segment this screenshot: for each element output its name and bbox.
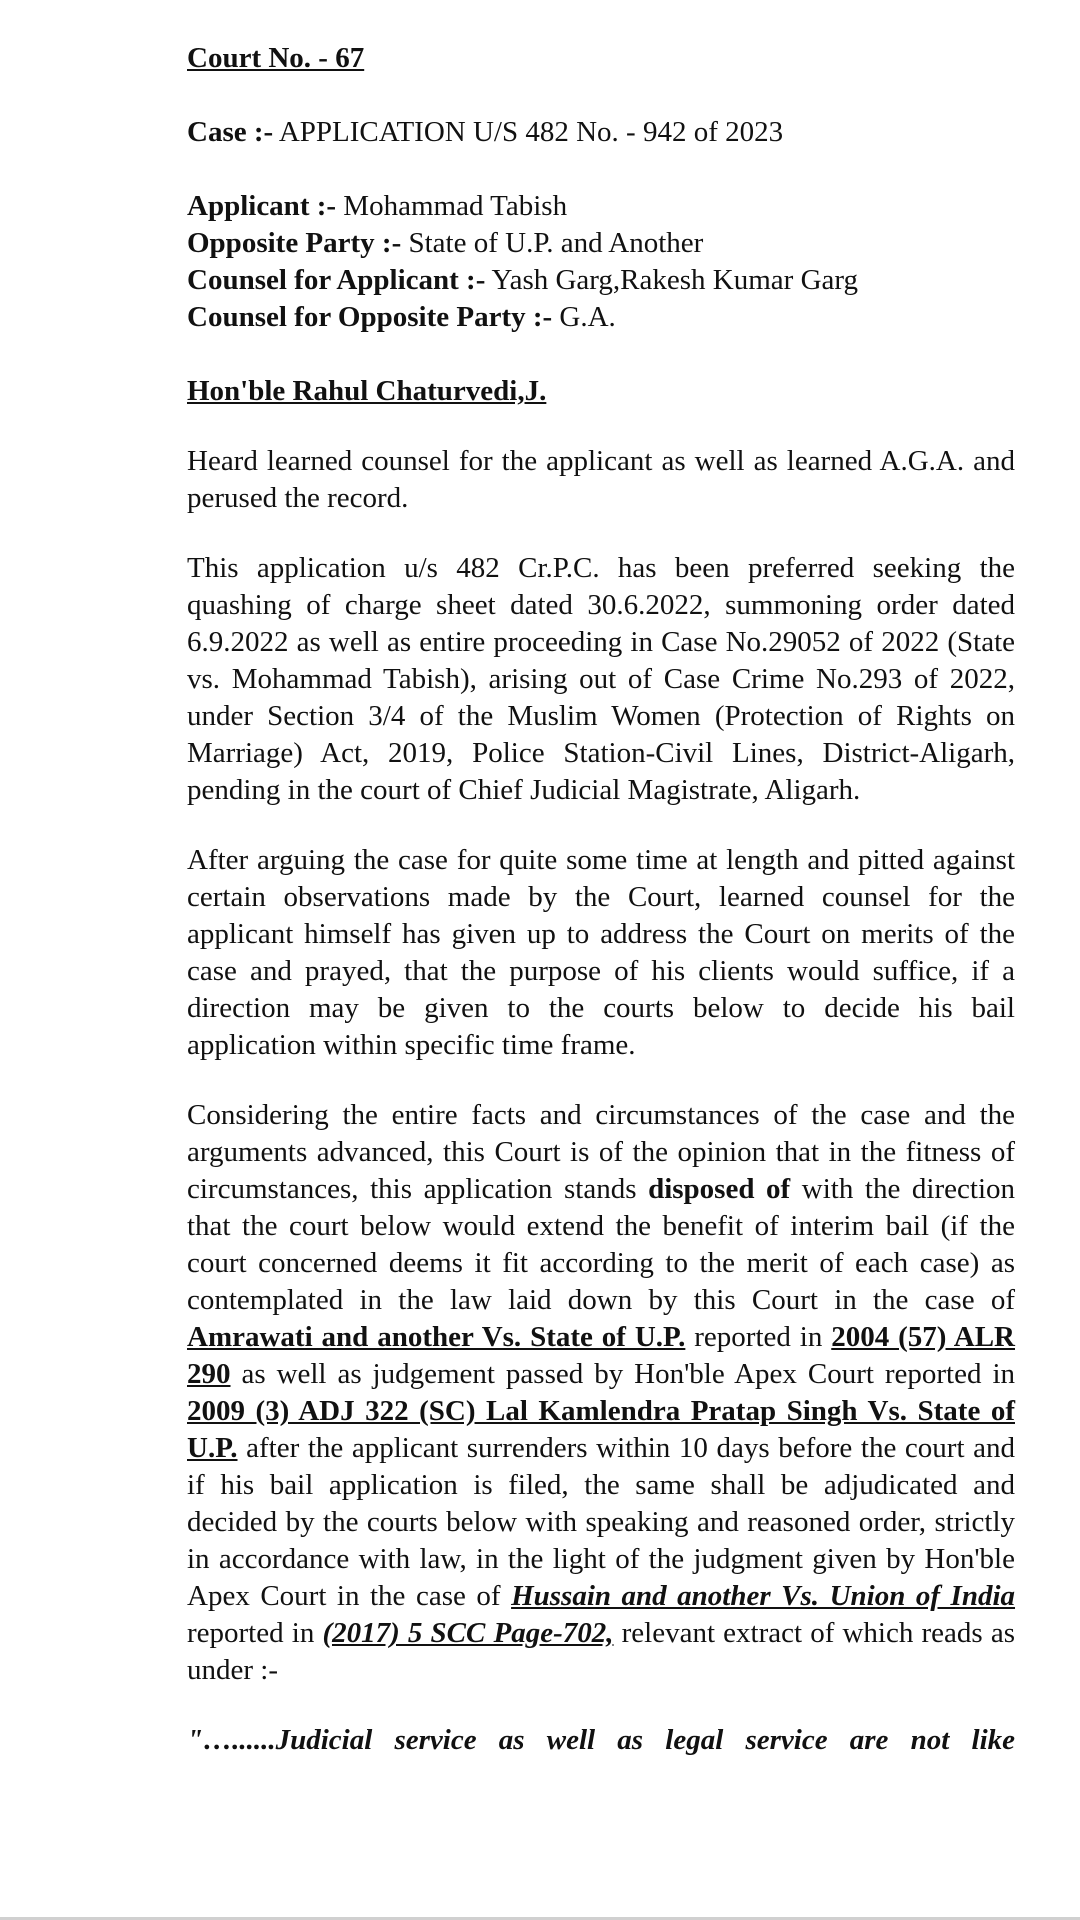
paragraph-application: This application u/s 482 Cr.P.C. has been preferred seeking the quashing of charge sheet dated 30.6.2022, summoning order dated 6.9.2022 as well as entire proceeding in Case No.29052 of 2022 (State vs. Mohammad Tabish), arising out of Case Crime No.293 of 2022, under Section 3/4 of the Muslim Women (Protection of Rights on Marriage) Act, 2019, Police Station-Civil Lines, District-Aligarh, pending in the court of Chief Judicial Magistrate, Aligarh.	[187, 552, 1015, 806]
counsel-applicant-line	[187, 262, 1015, 299]
counsel-applicant-value: Yash Garg,Rakesh Kumar Garg	[485, 264, 859, 296]
paragraph-disposal	[187, 1097, 1015, 1689]
spacer	[187, 77, 1015, 114]
counsel-opposite-line	[187, 299, 1015, 336]
citation-amrawati: Amrawati and another Vs. State of U.P.	[187, 1321, 686, 1353]
citation-alr: 2004 (57) ALR 290	[187, 1321, 1015, 1390]
case-line	[187, 114, 1015, 151]
opposite-party-value: State of U.P. and Another	[401, 227, 704, 259]
counsel-applicant-label: Counsel for Applicant :-	[187, 264, 486, 296]
case-value: APPLICATION U/S 482 No. - 942 of 2023	[273, 116, 784, 148]
disposal-text-2: with the direction that the court below would extend the benefit of interim bail (if the court concerned deems it fit according to the merit of each case) as contemplated in the law laid down by this Court in the case of	[187, 1173, 1015, 1316]
spacer	[187, 336, 1015, 373]
judgment-page	[187, 40, 1015, 1759]
counsel-opposite-label: Counsel for Opposite Party :-	[187, 301, 553, 333]
disposal-text-5: after the applicant surrenders within 10 days before the court and if his bail application is filed, the same shall be adjudicated and decided by the courts below with speaking and reasoned order, strictly in accordance with law, in the light of the judgment given by Hon'ble Apex Court in the case of	[187, 1432, 1015, 1612]
citation-hussain: Hussain and another Vs. Union of India	[511, 1580, 1016, 1612]
disposal-text-3: reported in	[685, 1321, 832, 1353]
paragraph-heard: Heard learned counsel for the applicant as well as learned A.G.A. and perused the record.	[187, 445, 1015, 514]
disposal-text-1: Considering the entire facts and circumstances of the case and the arguments advanced, this Court is of the opinion that in the fitness of circumstances, this application stands	[187, 1099, 1015, 1205]
disposal-text-6: reported in	[187, 1617, 323, 1649]
judge-name: Hon'ble Rahul Chaturvedi,J.	[187, 375, 547, 407]
applicant-line	[187, 188, 1015, 225]
opposite-party-label: Opposite Party :-	[187, 227, 402, 259]
counsel-opposite-value: G.A.	[552, 301, 616, 333]
quoted-extract: "…......Judicial service as well as legal service are not like	[187, 1724, 1015, 1756]
case-label: Case :-	[187, 116, 274, 148]
disposed-of-phrase: disposed of	[648, 1173, 791, 1205]
court-number: Court No. - 67	[187, 42, 365, 74]
applicant-label: Applicant :-	[187, 190, 337, 222]
citation-scc: (2017) 5 SCC Page-702,	[322, 1617, 614, 1649]
disposal-text-7: relevant extract of which reads as under :-	[187, 1617, 1015, 1686]
spacer	[187, 151, 1015, 188]
citation-lal-kamlendra: 2009 (3) ADJ 322 (SC) Lal Kamlendra Pratap Singh Vs. State of U.P.	[187, 1395, 1015, 1464]
opposite-party-line	[187, 225, 1015, 262]
applicant-value: Mohammad Tabish	[336, 190, 568, 222]
disposal-text-4: as well as judgement passed by Hon'ble Apex Court reported in	[230, 1358, 1015, 1390]
paragraph-arguments: After arguing the case for quite some time at length and pitted against certain observations made by the Court, learned counsel for the applicant himself has given up to address the Court on merits of the case and prayed, that the purpose of his clients would suffice, if a direction may be given to the courts below to decide his bail application within specific time frame.	[187, 844, 1015, 1061]
spacer	[187, 410, 1015, 443]
